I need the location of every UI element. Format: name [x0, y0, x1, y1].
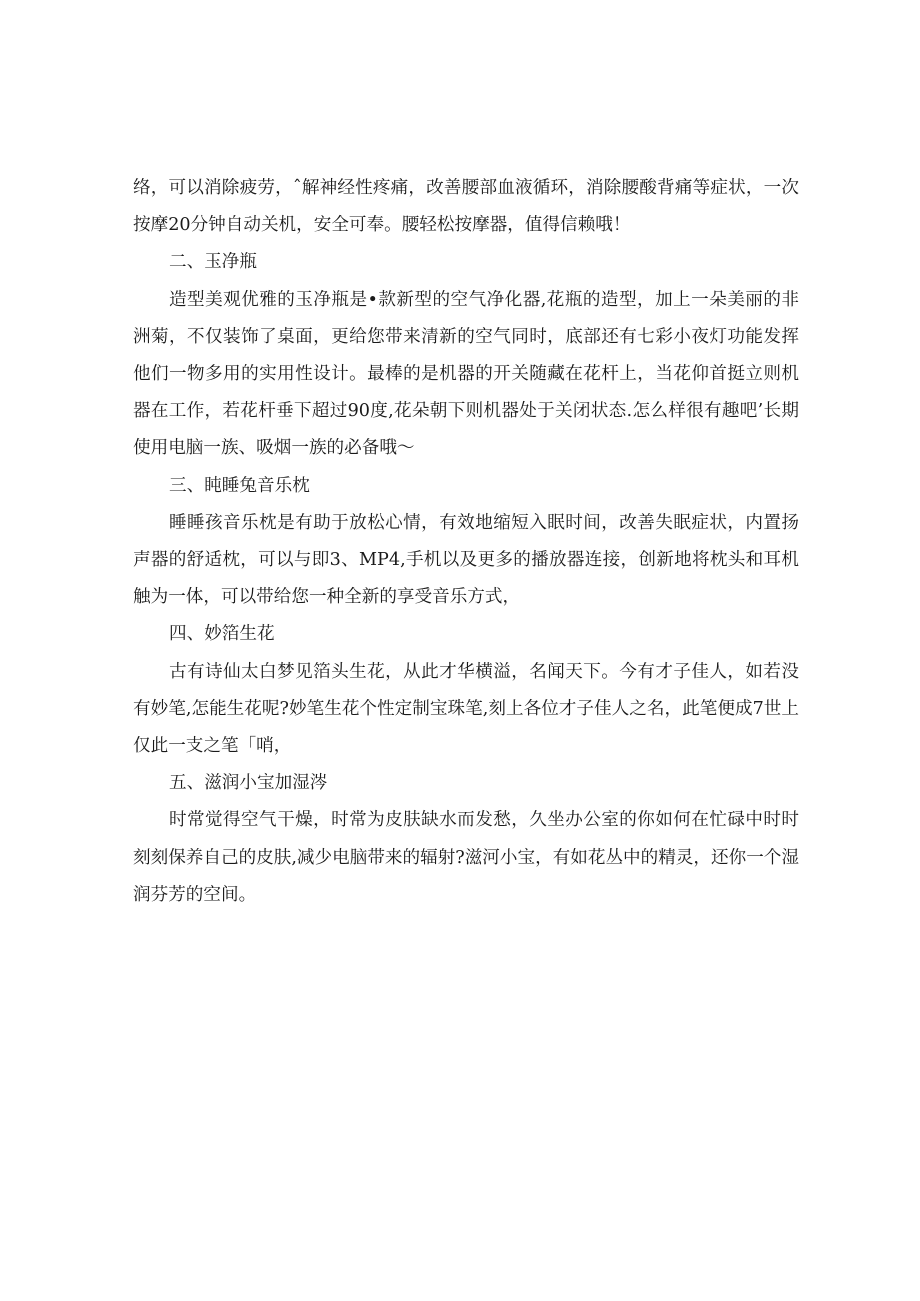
paragraph-jade-vase: 造型美观优雅的玉净瓶是•款新型的空气净化器,花瓶的造型，加上一朵美丽的非洲菊，不仅装饰了桌面，更给您带来清新的空气同时，底部还有七彩小夜灯功能发挥他们一物多用的实用性设计。最棒的是机器的开关随藏在花杆上，当花仰首挺立则机器在工作，若花杆垂下超过90度,花朵朝下则机器处于关闭状态.怎么样很有趣吧’长期使用电脑一族、吸烟一族的必备哦～ — [133, 289, 799, 459]
heading-music-pillow: 三、盹睡兔音乐枕 — [169, 475, 310, 496]
heading-pen: 四、妙箔生花 — [169, 624, 275, 645]
paragraph-music-pillow: 睡睡孩音乐枕是有助于放松心情，有效地缩短入眠时间，改善失眠症状，内置扬声器的舒适枕，可以与即3、MP4,手机以及更多的播放器连接，创新地将枕头和耳机触为一体，可以带给您一种全新的享受音乐方式， — [133, 512, 799, 608]
document-body — [133, 170, 799, 914]
paragraph-pen: 古有诗仙太白梦见箔头生花，从此才华横溢，名闻天下。今有才子佳人，如若没有妙笔,怎能生花呢?妙笔生花个性定制宝珠笔,刻上各位才子佳人之名，此笔便成7世上仅此一支之笔「哨， — [133, 661, 799, 757]
heading-humidifier: 五、滋润小宝加湿涔 — [169, 773, 328, 794]
heading-jade-vase: 二、玉净瓶 — [169, 252, 257, 273]
paragraph-humidifier: 时常觉得空气干燥，时常为皮肤缺水而发愁，久坐办公室的你如何在忙碌中时时刻刻保养自己的皮肤,减少电脑带来的辐射?滋河小宝，有如花丛中的精灵，还你一个湿润芬芳的空间。 — [133, 810, 799, 905]
paragraph-massager-end: 络，可以消除疲劳，ˆ解神经性疼痛，改善腰部血液循环，消除腰酸背痛等症状，一次按摩20分钟自动关机，安全可奉。腰轻松按摩器，值得信赖哦！ — [133, 178, 799, 236]
